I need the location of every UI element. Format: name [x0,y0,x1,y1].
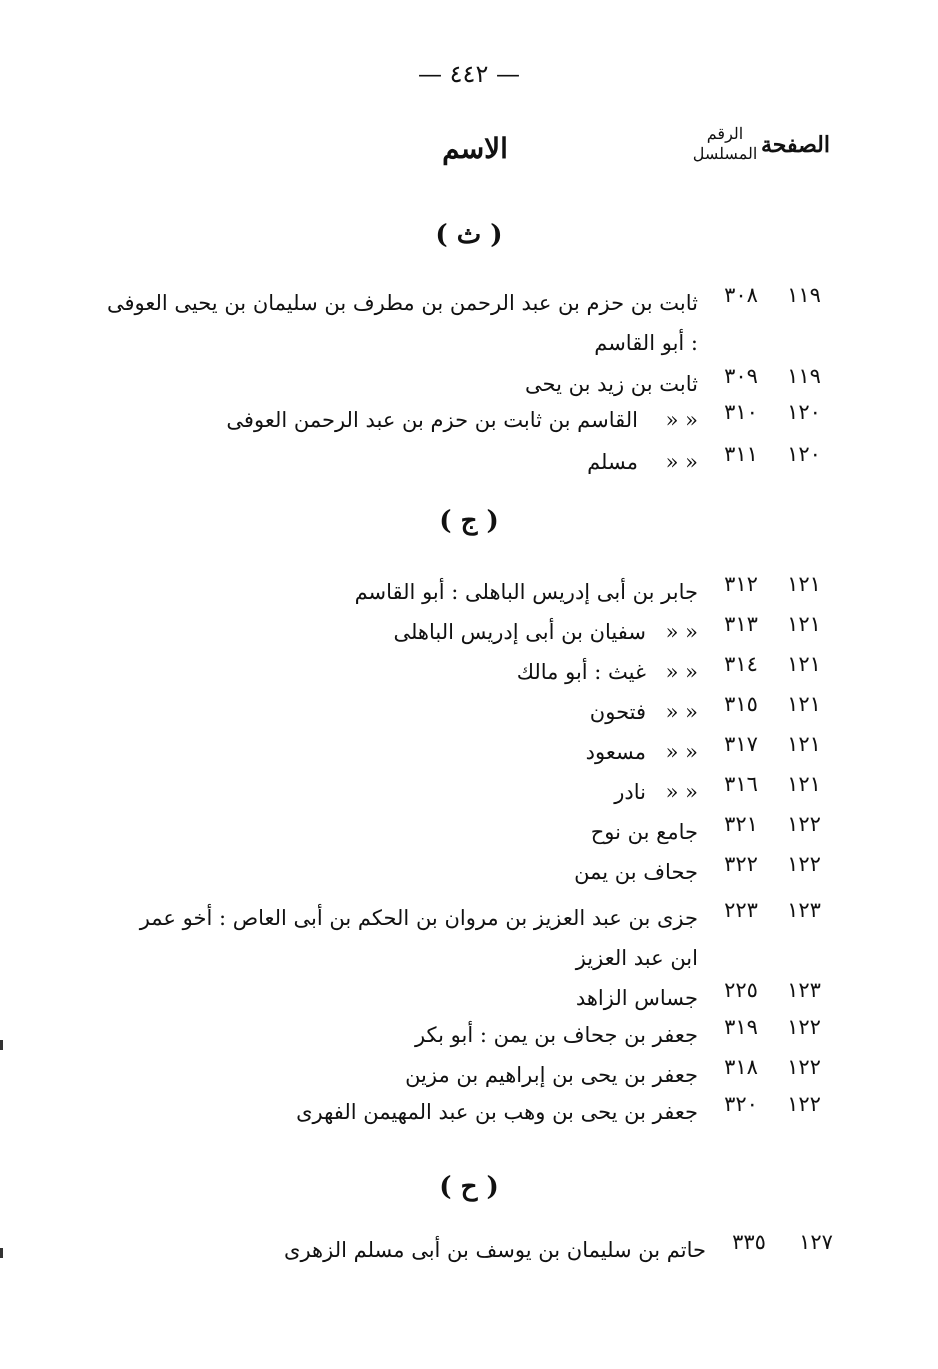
entry-serial: ٣١٥ [724,692,758,716]
entry-serial: ٣١٩ [724,1015,758,1039]
page-number: — ٤٤٢ — [418,60,520,88]
column-header-page: الصفحة [760,132,830,158]
margin-mark [0,1248,3,1258]
column-header-name: الاسم [442,132,508,165]
entry-name: فتحون [589,700,646,724]
entry-page: ١٢٠ [787,400,821,424]
entry-page: ١١٩ [787,364,821,388]
entry-page: ١٢١ [787,572,821,596]
entry-name: جزى بن عبد العزيز بن مروان بن الحكم بن أبى العاص : أخو عمر ابن عبد العزيز [139,906,698,970]
entry-serial: ٣١٤ [724,652,758,676]
entry-page: ١٢٧ [799,1230,833,1254]
entry-serial: ٣١٣ [724,612,758,636]
index-entry [0,732,938,772]
entry-name: جعفر بن جحاف بن يمن : أبو بكر [414,1023,698,1047]
entry-serial: ٣١١ [724,442,758,466]
index-entry [0,612,938,652]
index-entry [0,978,938,1018]
entry-page: ١٢٢ [787,1015,821,1039]
index-entry [0,1015,938,1055]
entry-serial: ٣٢١ [724,812,758,836]
entry-serial: ٣٣٥ [732,1230,766,1254]
entry-page: ١٢١ [787,692,821,716]
entry-serial: ٣٠٩ [724,364,758,388]
entry-name: نادر [614,780,646,804]
ditto-mark: « « [665,408,698,432]
entry-serial: ٣١٧ [724,732,758,756]
margin-mark [0,1040,3,1050]
index-entry [0,652,938,692]
ditto-mark: « « [665,740,698,764]
ditto-mark: « « [665,700,698,724]
entry-serial: ٢٢٣ [724,898,758,922]
entry-name: غيث : أبو مالك [516,660,646,684]
entry-page: ١٢٢ [787,852,821,876]
index-entry [0,692,938,732]
column-header-serial-bottom: المسلسل [692,144,758,163]
entry-name: جحاف بن يمن [574,860,698,884]
entry-serial: ٣١٨ [724,1055,758,1079]
entry-serial: ٣١٠ [724,400,758,424]
index-entry [0,812,938,852]
index-entry [0,1055,938,1095]
entry-name: مسعود [585,740,646,764]
index-entry [0,1230,938,1270]
ditto-mark: « « [665,660,698,684]
ditto-mark: « « [665,450,698,474]
entry-serial: ٣٢٢ [724,852,758,876]
entry-name: مسلم [587,450,638,474]
column-header-serial [690,124,760,164]
entry-name: جامع بن نوح [590,820,698,844]
entry-page: ١٢١ [787,612,821,636]
entry-page: ١١٩ [787,283,821,307]
entry-serial: ٢٢٥ [724,978,758,1002]
column-header-serial-top: الرقم [706,124,744,143]
entry-serial: ٣٠٨ [724,283,758,307]
entry-page: ١٢٣ [787,898,821,922]
entry-page: ١٢١ [787,652,821,676]
ditto-mark: « « [665,780,698,804]
entry-name: ثابت بن زيد بن يحى [525,372,698,396]
entry-name: جابر بن أبى إدريس الباهلى : أبو القاسم [354,580,698,604]
entry-serial: ٣١٦ [724,772,758,796]
index-entry [0,442,938,482]
entry-name: جساس الزاهد [575,986,698,1010]
index-entry [0,572,938,612]
index-entry [0,898,938,970]
entry-serial: ٣٢٠ [724,1092,758,1116]
entry-page: ١٢٢ [787,812,821,836]
index-entry [0,400,938,440]
entry-page: ١٢٠ [787,442,821,466]
entry-name: القاسم بن ثابت بن حزم بن عبد الرحمن العوفى [226,408,638,432]
entry-page: ١٢٢ [787,1092,821,1116]
index-entry [0,283,938,355]
entry-name: سفيان بن أبى إدريس الباهلى [393,620,646,644]
entry-serial: ٣١٢ [724,572,758,596]
index-entry [0,1092,938,1132]
entry-page: ١٢٣ [787,978,821,1002]
index-entry [0,852,938,892]
entry-page: ١٢١ [787,732,821,756]
entry-name: جعفر بن يحى بن وهب بن عبد المهيمن الفهرى [296,1100,698,1124]
entry-page: ١٢٢ [787,1055,821,1079]
entry-name: حاتم بن سليمان بن يوسف بن أبى مسلم الزهرى [284,1238,706,1262]
ditto-mark: « « [665,620,698,644]
section-letter-ha: ( ح ) [439,1172,499,1202]
index-entry [0,772,938,812]
entry-name: جعفر بن يحى بن إبراهيم بن مزين [405,1063,698,1087]
entry-name: ثابت بن حزم بن عبد الرحمن بن مطرف بن سليمان بن يحيى العوفى : أبو القاسم [106,291,698,355]
section-letter-tha: ( ث ) [435,220,503,250]
index-entry [0,364,938,404]
entry-page: ١٢١ [787,772,821,796]
section-letter-jim: ( ج ) [439,506,499,536]
